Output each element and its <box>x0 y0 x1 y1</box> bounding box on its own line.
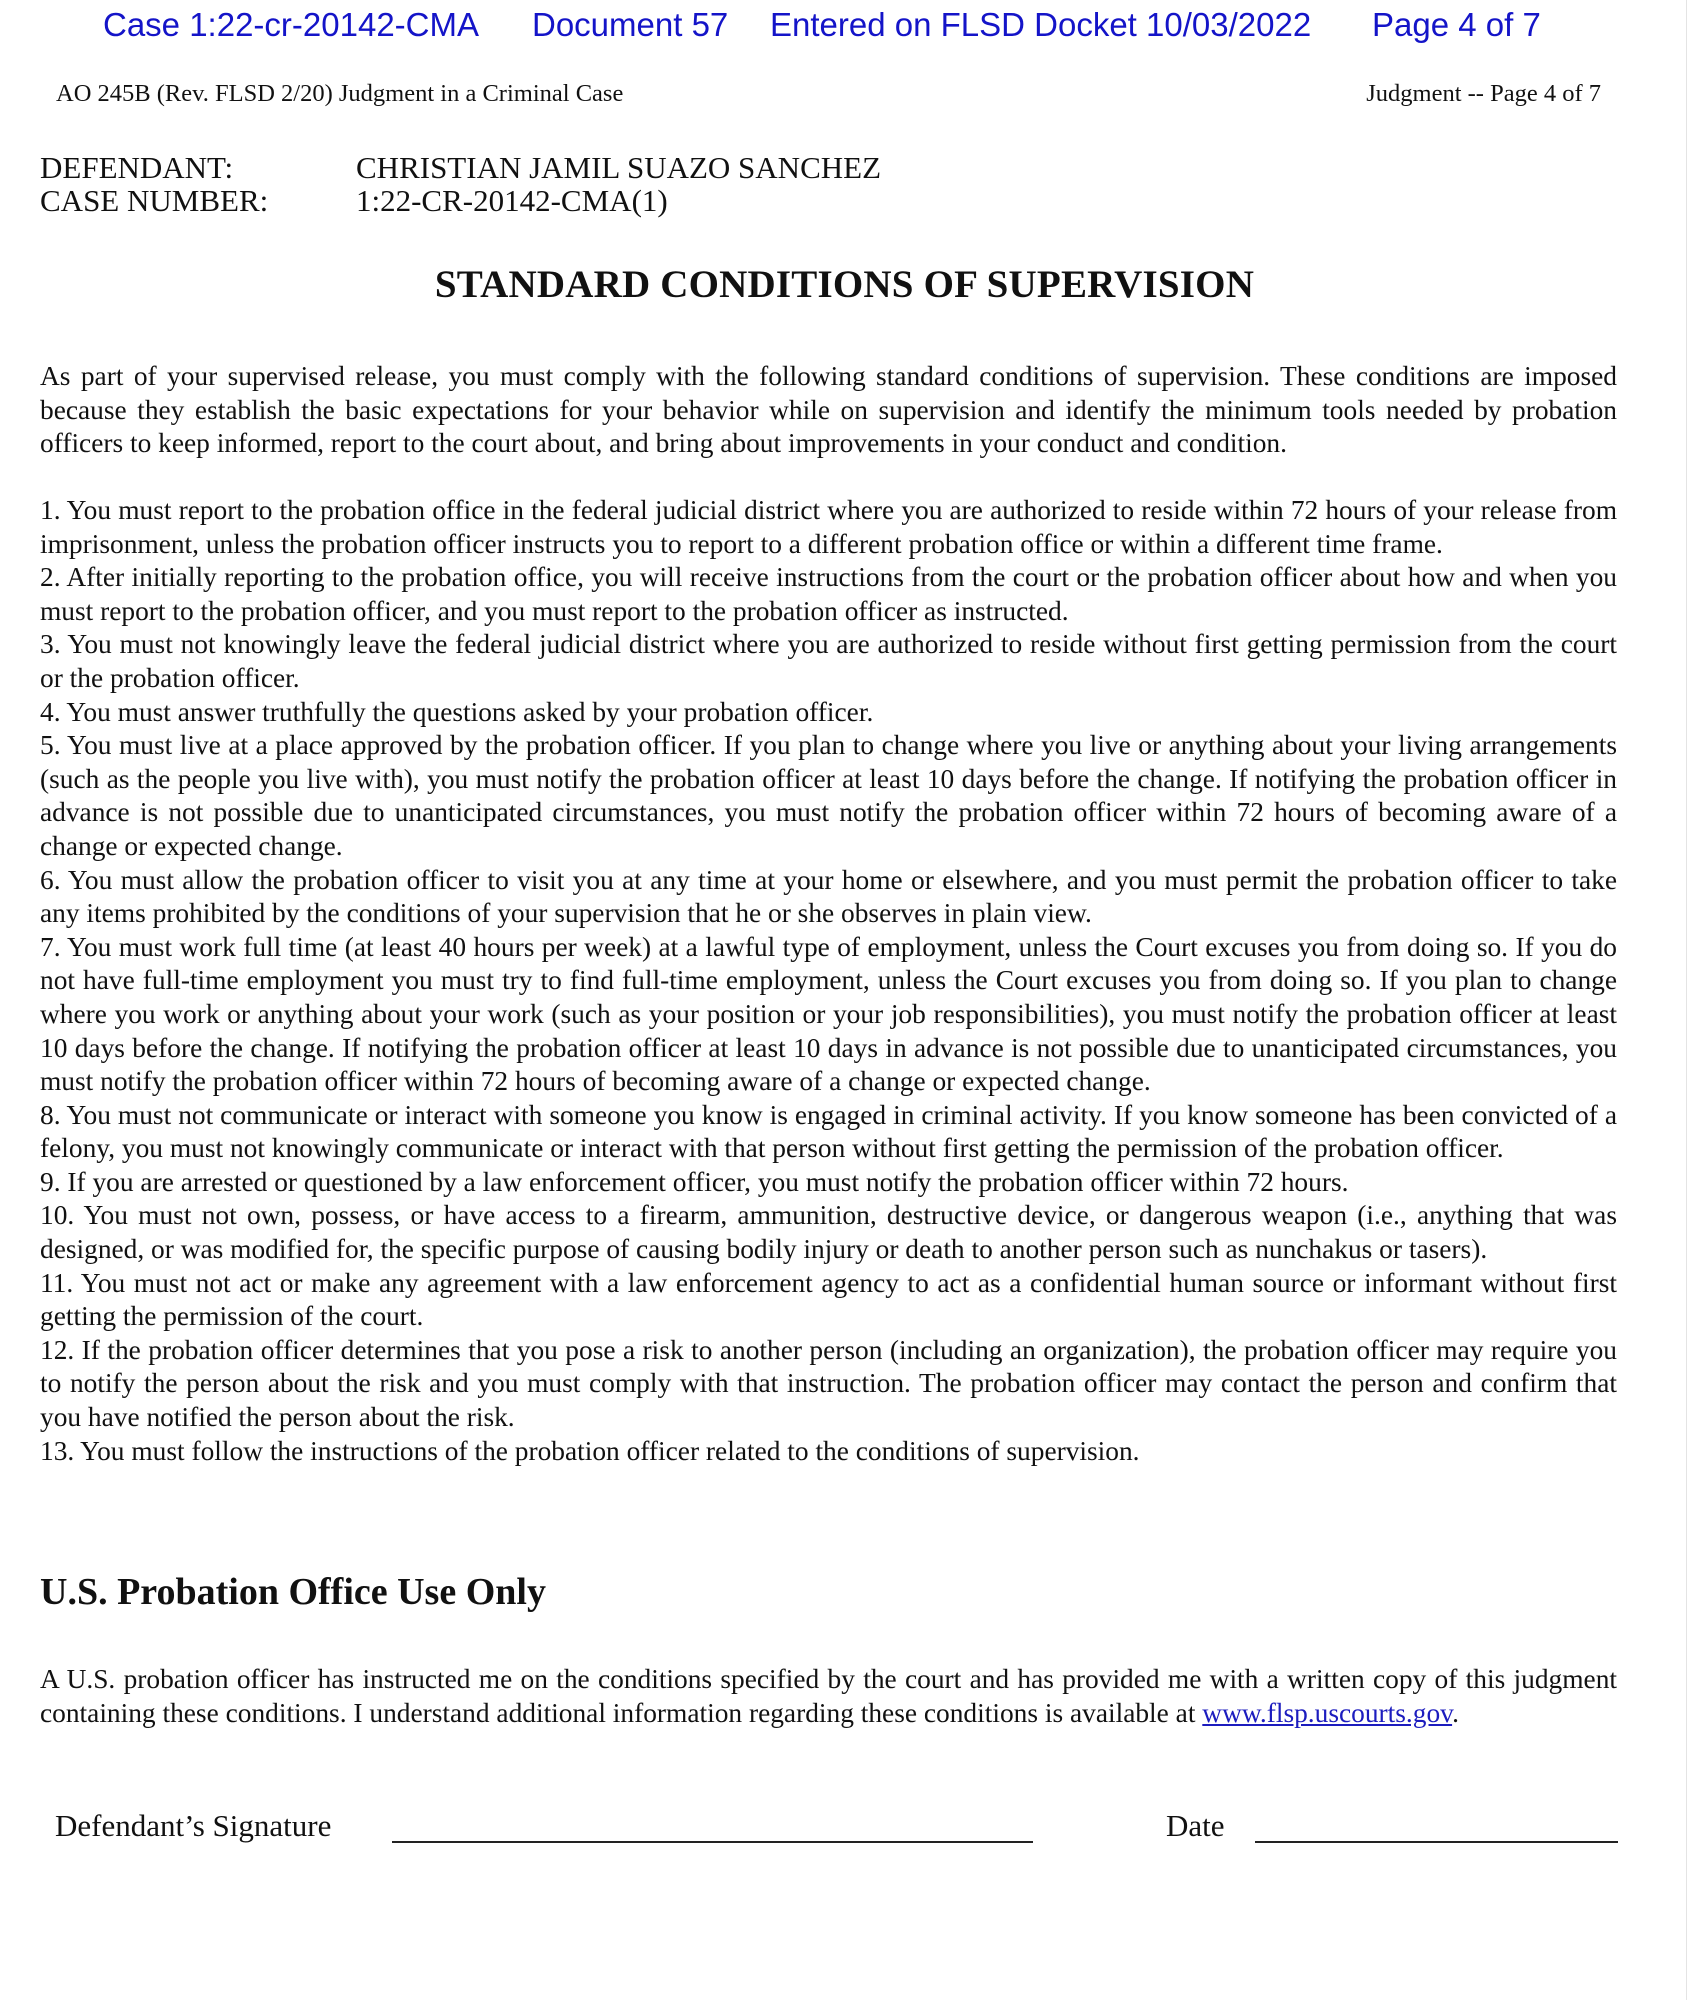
signature-label: Defendant’s Signature <box>55 1808 332 1843</box>
condition-item: 11. You must not act or make any agreement with a law enforcement agency to act as a confidential human source or informant without first getting the permission of the court. <box>40 1267 1617 1332</box>
date-line[interactable] <box>1255 1841 1618 1843</box>
signature-line[interactable] <box>392 1841 1033 1843</box>
stamp-document: Document 57 <box>532 6 729 43</box>
condition-item: 5. You must live at a place approved by the probation officer. If you plan to change where you live or anything about your living arrangements (such as the people you live with), you must notify the probation officer at least 10 days before the change. If notifying the probation officer in advance is not possible due to unanticipated circumstances, you must notify the probation officer within 72 hours of becoming aware of a change or expected change. <box>40 730 1617 861</box>
stamp-entered: Entered on FLSD Docket 10/03/2022 <box>770 6 1312 43</box>
stamp-case: Case 1:22-cr-20142-CMA <box>103 6 479 43</box>
condition-item: 8. You must not communicate or interact with someone you know is engaged in criminal activity. If you know someone has been convicted of a felony, you must not knowingly communicate or interact with that person without first getting the permission of the probation officer. <box>40 1099 1617 1164</box>
condition-item: 2. After initially reporting to the probation office, you will receive instructions from the court or the probation officer about how and when you must report to the probation officer, and you must report to the probation officer as instructed. <box>40 562 1617 626</box>
flsp-website-link[interactable]: www.flsp.uscourts.gov <box>1202 1697 1453 1728</box>
condition-item: 12. If the probation officer determines that you pose a risk to another person (including an organization), the probation officer may require you to notify the person about the risk and you must comply with that instruction. The probation officer may contact the person and confirm that you have notified the person about the risk. <box>40 1334 1617 1433</box>
defendant-label: DEFENDANT: <box>40 150 234 185</box>
defendant-name: CHRISTIAN JAMIL SUAZO SANCHEZ <box>356 150 882 185</box>
date-label: Date <box>1166 1808 1225 1843</box>
judgment-page-ref: Judgment -- Page 4 of 7 <box>1366 80 1601 107</box>
stamp-page: Page 4 of 7 <box>1372 6 1541 43</box>
intro-paragraph <box>40 360 1617 461</box>
condition-item: 4. You must answer truthfully the questions asked by your probation officer. <box>40 696 874 727</box>
intro-text: As part of your supervised release, you must comply with the following standard conditions of supervision. These conditions are imposed because they establish the basic expectations for your behavior while on supervision and identify the minimum tools needed by probation officers to keep informed, report to the court about, and bring about improvements in your conduct and condition. <box>40 361 1617 459</box>
page-title: STANDARD CONDITIONS OF SUPERVISION <box>434 263 1255 306</box>
case-number-value: 1:22-CR-20142-CMA(1) <box>356 183 668 218</box>
acknowledgment-period: . <box>1452 1697 1459 1728</box>
condition-item: 10. You must not own, possess, or have access to a firearm, ammunition, destructive device, or dangerous weapon (i.e., anything that was designed, or was modified for, the specific purpose of causing bodily injury or death to another person such as nunchakus or tasers). <box>40 1200 1617 1265</box>
case-number-label: CASE NUMBER: <box>40 183 269 218</box>
acknowledgment-paragraph <box>40 1663 1617 1730</box>
condition-item: 7. You must work full time (at least 40 hours per week) at a lawful type of employment, unless the Court excuses you from doing so. If you do not have full-time employment you must try to find full-time employment, unless the Court excuses you from doing so. If you plan to change where you work or anything about your work (such as your position or your job responsibilities), you must notify the probation officer at least 10 days before the change. If notifying the probation officer at least 10 days in advance is not possible due to unanticipated circumstances, you must notify the probation officer within 72 hours of becoming aware of a change or expected change. <box>40 931 1617 1097</box>
condition-item: 6. You must allow the probation officer to visit you at any time at your home or elsewhere, and you must permit the probation officer to take any items prohibited by the conditions of your supervision that he or she observes in plain view. <box>40 864 1617 929</box>
condition-item: 1. You must report to the probation office in the federal judicial district where you are authorized to reside within 72 hours of your release from imprisonment, unless the probation officer instructs you to report to a different probation office or within a different time frame. <box>40 495 1617 559</box>
form-identifier: AO 245B (Rev. FLSD 2/20) Judgment in a Criminal Case <box>56 80 624 107</box>
conditions-list <box>40 494 1617 1468</box>
condition-item: 9. If you are arrested or questioned by a law enforcement officer, you must notify the probation officer within 72 hours. <box>40 1166 1349 1197</box>
office-use-heading: U.S. Probation Office Use Only <box>40 1571 546 1613</box>
condition-item: 3. You must not knowingly leave the federal judicial district where you are authorized to reside without first getting permission from the court or the probation officer. <box>40 629 1617 693</box>
acknowledgment-text: A U.S. probation officer has instructed me on the conditions specified by the court and has provided me with a written copy of this judgment containing these conditions. I understand additional information regarding these conditions is available at <box>40 1664 1617 1728</box>
condition-item: 13. You must follow the instructions of the probation officer related to the conditions of supervision. <box>40 1435 1140 1466</box>
page-edge-divider <box>1686 0 1687 2000</box>
